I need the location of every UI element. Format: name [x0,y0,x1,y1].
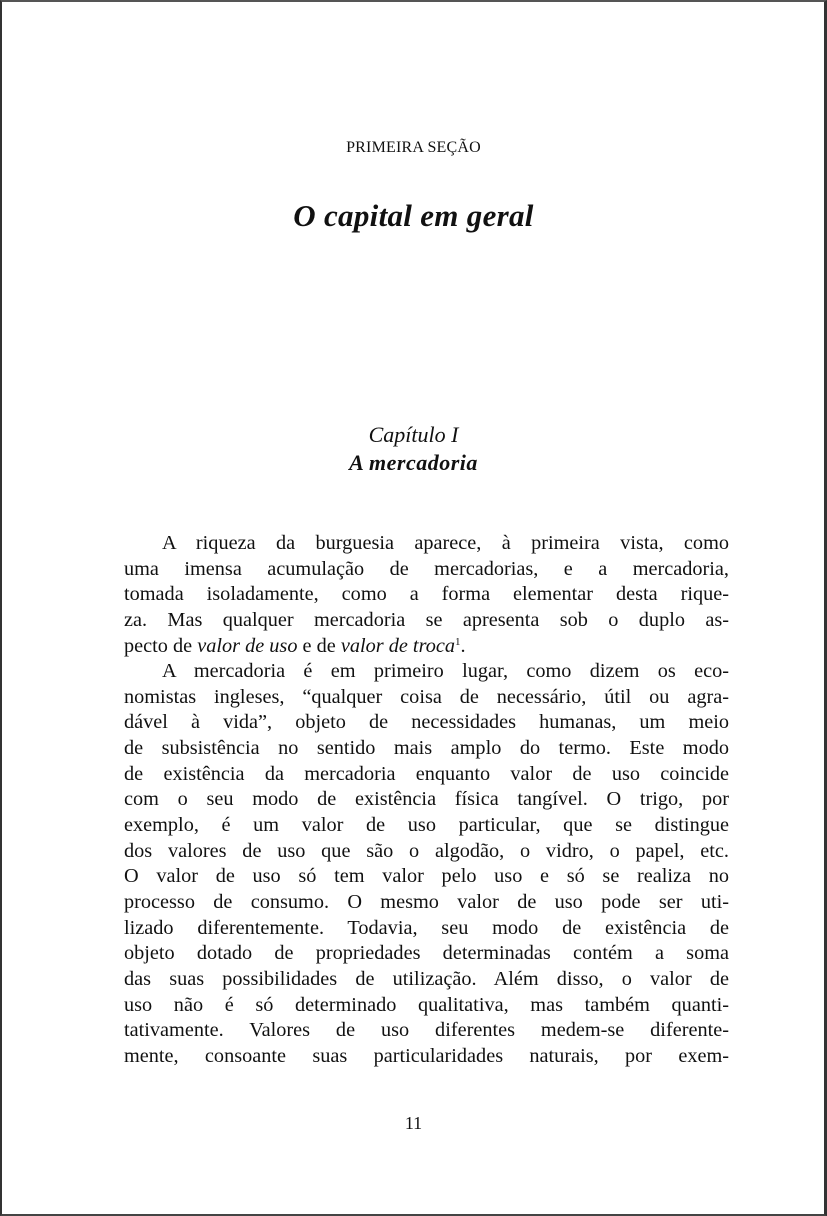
text-line: objeto dotado de propriedades determinadas contém a soma [124,942,729,965]
text-line: de subsistência no sentido mais amplo do termo. Este modo [124,737,729,760]
text-segment: e de [297,634,341,657]
text-line: nomistas ingleses, “qualquer coisa de necessário, útil ou agra- [124,685,729,708]
text-line: uma imensa acumulação de mercadorias, e a mercadoria, [124,557,729,580]
text-line: das suas possibilidades de utilização. Além disso, o valor de [124,967,729,990]
part-title: O capital em geral [293,198,534,233]
italic-term-valor-de-uso: valor de uso [197,634,298,657]
page-number: 11 [404,1113,423,1133]
footnote-reference[interactable]: 1 [455,635,461,648]
text-line: processo de consumo. O mesmo valor de uso pode ser uti- [124,890,729,913]
text-line: mente, consoante suas particularidades naturais, por exem- [124,1044,729,1067]
text-line: za. Mas qualquer mercadoria se apresenta sob o duplo as- [124,608,729,631]
text-line: de existência da mercadoria enquanto valor de uso coincide [124,762,729,785]
text-line: A mercadoria é em primeiro lugar, como dizem os eco- [162,660,729,683]
text-segment: pecto de [124,634,198,657]
text-line: exemplo, é um valor de uso particular, que se distingue [124,814,729,837]
text-line: lizado diferentemente. Todavia, seu modo de existência de [124,916,729,939]
chapter-number: Capítulo I [368,422,459,447]
text-line: dos valores de uso que são o algodão, o vidro, o papel, etc. [124,839,729,862]
italic-term-valor-de-troca: valor de troca [340,634,455,657]
text-line: com o seu modo de existência física tangível. O trigo, por [124,788,729,811]
text-line: dável à vida”, objeto de necessidades humanas, um meio [124,711,729,734]
text-line: A riqueza da burguesia aparece, à primeira vista, como [162,532,729,554]
section-label: PRIMEIRA SEÇÃO [346,139,481,156]
text-line: tomada isoladamente, como a forma elementar desta rique- [124,583,729,606]
text-line: O valor de uso só tem valor pelo uso e só se realiza no [124,865,729,888]
chapter-title: A mercadoria [349,450,478,475]
text-line [124,634,729,660]
text-segment: . [460,634,466,657]
text-line: uso não é só determinado qualitativa, mas também quanti- [124,993,729,1016]
body-text [124,531,729,1069]
text-line: tativamente. Valores de uso diferentes medem-se diferente- [124,1019,729,1042]
